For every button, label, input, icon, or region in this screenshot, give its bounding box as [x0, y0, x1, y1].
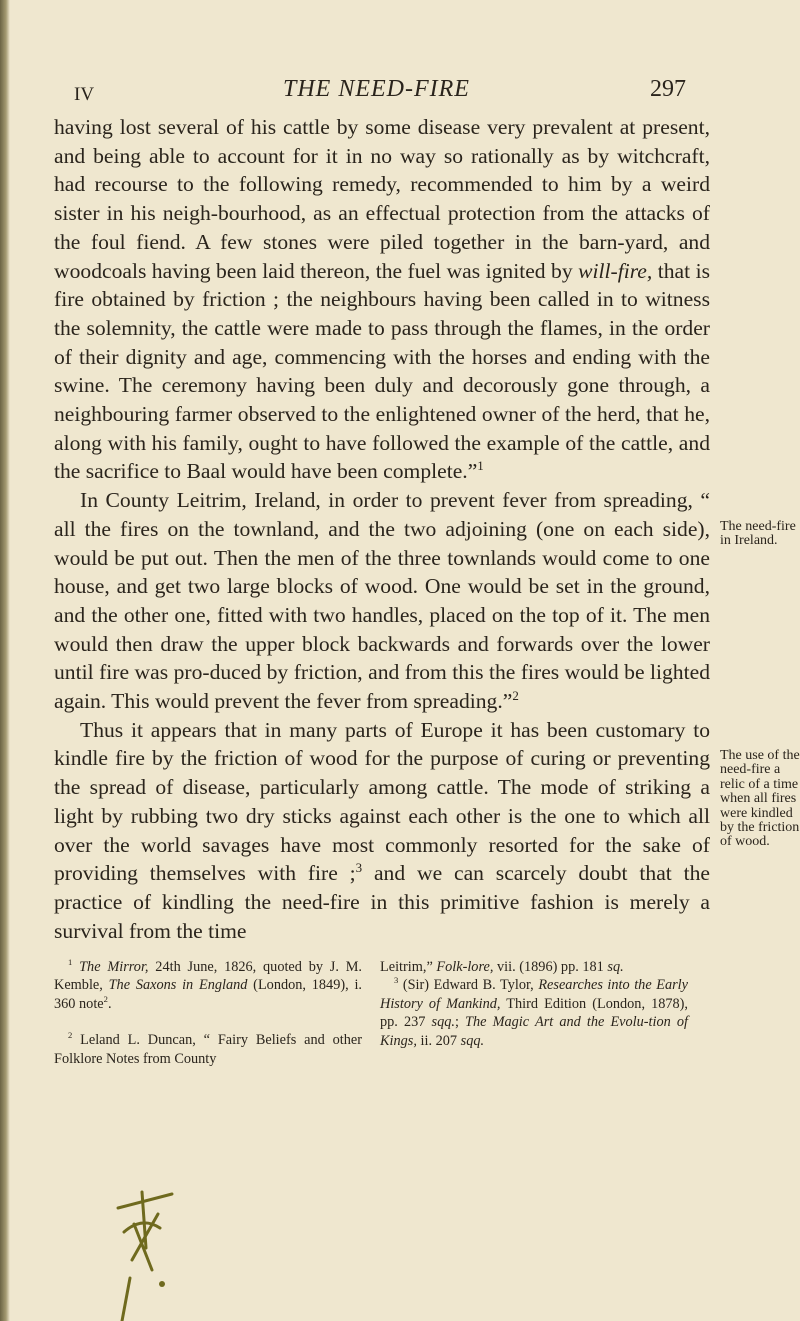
paragraph-3: Thus it appears that in many parts of Europe it has been customary to kindle fire by the friction of wood for the purpose of curing or preventing the spread of disease, particularly among cattle. The mode of striking a light by rubbing two dry sticks against each other is the one to which all over the world savages have most commonly resorted for the sake of providing themselves with fire ;$^3$ and we can scarcely doubt that the practice of kindling the need-fire in this primitive fashion is merely a survival from the time [54, 717, 710, 943]
sidenote-need-fire-relic: The use of the need-fire a relic of a time when all fires were kindled by the friction of wood. [720, 748, 800, 850]
main-text [54, 113, 710, 945]
page-binding-edge [0, 0, 10, 1321]
footnote-ref-2: 2 [512, 687, 519, 703]
footnote-column-left [54, 958, 362, 1068]
footnote-3: $^3$ (Sir) Edward B. Tylor, Researches into the Early History of Mankind, Third Edition (London, 1878), pp. 237 sqq.; The Magic Art and the Evolu-tion of Kings, ii. 207 sqq. [380, 975, 689, 1049]
library-stamp-icon [112, 1188, 182, 1321]
footnote-2-continued: Leitrim,” Folk-lore, vii. (1896) pp. 181 sq. [380, 959, 624, 975]
footnote-ref-1: 1 [477, 458, 484, 474]
page-number: 297 [650, 76, 686, 102]
sidenote-need-fire-ireland: The need-fire in Ireland. [720, 519, 796, 549]
running-title: THE NEED-FIRE [283, 76, 470, 102]
paragraph-1: having lost several of his cattle by some disease very prevalent at present, and being able to account for it in no way so rationally as by witchcraft, had recourse to the following remedy, recommended to him by a weird sister in his neigh-bourhood, as an effectual protection from the attacks of the foul fiend. A few stones were piled together in the barn-yard, and woodcoals having been laid thereon, the fuel was ignited by will-fire, that is fire obtained by friction ; the neighbours having been called in to witness the solemnity, the cattle were made to pass through the flames, in the order of their dignity and age, commencing with the horses and ending with the swine. The ceremony having been duly and decorously gone through, a neighbouring farmer observed to the enlightened owner of the herd, that he, along with his family, ought to have followed the example of the cattle, and the sacrifice to Baal would have been complete.”$^1$ [54, 115, 710, 484]
chapter-number: IV [74, 84, 95, 105]
running-header [0, 76, 800, 106]
footnote-column-right [380, 958, 688, 1050]
footnote-1: $^1$ The Mirror, 24th June, 1826, quoted by J. M. Kemble, The Saxons in England (London, 1849), i. 360 note$^2$. [54, 957, 363, 1012]
footnote-2: $^2$ Leland L. Duncan, “ Fairy Beliefs and other Folklore Notes from County [54, 1030, 362, 1067]
footnote-ref-3: 3 [355, 860, 363, 876]
paragraph-2: In County Leitrim, Ireland, in order to prevent fever from spreading, “ all the fires on the townland, and the two adjoining (one on each side), would be put out. Then the men of the three townlands would come to one house, and get two large blocks of wood. One would be set in the ground, and the other one, fitted with two handles, placed on the top of it. The men would then draw the upper block backwards and forwards over the lower until fire was pro-duced by friction, and from this the fires would be lighted again. This would prevent the fever from spreading.”$^2$ [54, 488, 710, 714]
term-will-fire: will-fire, [578, 258, 653, 283]
